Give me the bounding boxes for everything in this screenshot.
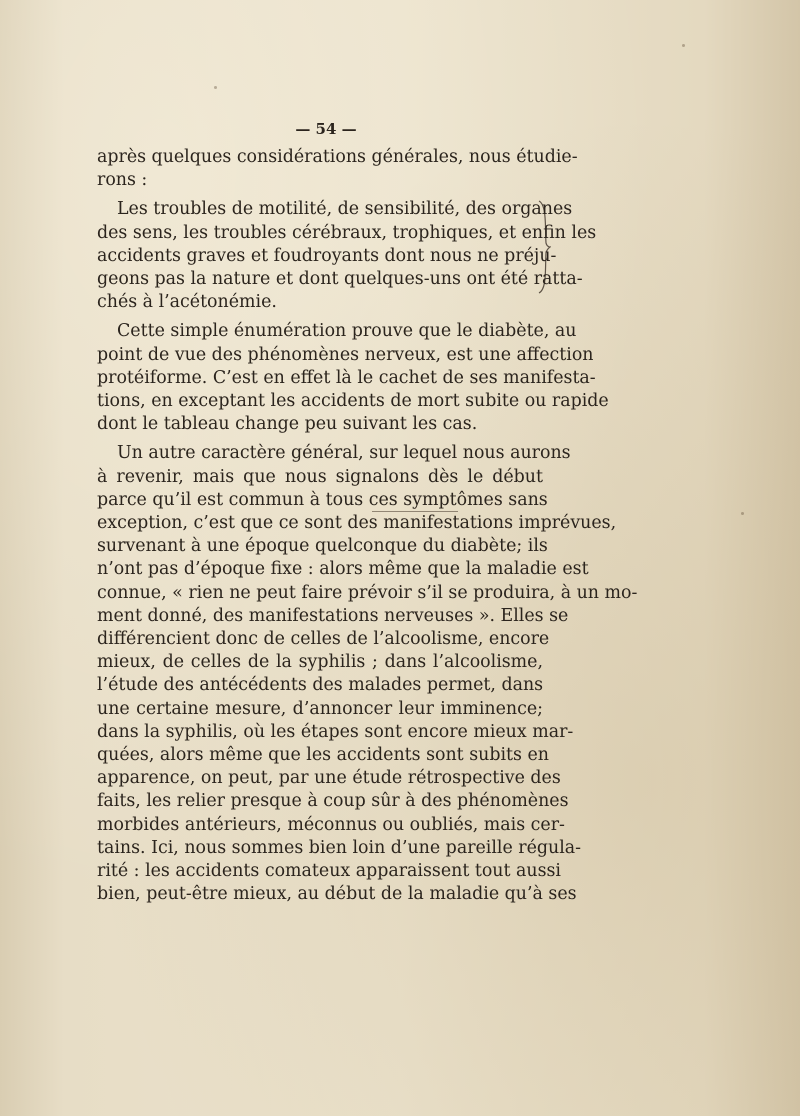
text-line: une certaine mesure, d’annoncer leur imminence;	[97, 698, 543, 719]
text-line: chés à l’acétonémie.	[97, 292, 277, 313]
text-line: différencient donc de celles de l’alcoolisme, encore	[97, 629, 550, 650]
text-line: quées, alors même que les accidents sont subits en	[97, 745, 549, 766]
text-line: après quelques considérations générales, nous étudie-	[97, 147, 578, 167]
text-line: rons :	[97, 170, 148, 191]
text-line: tains. Ici, nous sommes bien loin d’une pareille régula-	[97, 837, 582, 858]
text-line: geons pas la nature et dont quelques-uns ont été ratta-	[97, 269, 583, 290]
page-text	[97, 118, 638, 907]
text-line: Un autre caractère général, sur lequel nous aurons	[117, 443, 571, 464]
text-line: à revenir, mais que nous signalons dès le début	[97, 466, 543, 487]
text-line: survenant à une époque quelconque du diabète; ils	[97, 536, 548, 557]
text-line: Les troubles de motilité, de sensibilité, des organes	[117, 199, 573, 220]
text-line: bien, peut-être mieux, au début de la maladie qu’à ses	[97, 884, 577, 905]
text-line: mieux, de celles de la syphilis ; dans l’alcoolisme,	[97, 652, 543, 673]
text-line: dont le tableau change peu suivant les cas.	[97, 414, 478, 435]
page-number: — 54 —	[295, 120, 357, 138]
text-line: parce qu’il est commun à tous ces symptômes sans	[97, 489, 548, 510]
text-line: tions, en exceptant les accidents de mort subite ou rapide	[97, 391, 609, 412]
text-line: protéiforme. C’est en effet là le cachet de ses manifesta-	[97, 367, 596, 388]
text-line: dans la syphilis, où les étapes sont encore mieux mar-	[97, 721, 574, 742]
paper-spot	[214, 86, 217, 89]
text-line: Cette simple énumération prouve que le diabète, au	[117, 321, 577, 342]
text-line: ment donné, des manifestations nerveuses ». Elles se	[97, 605, 569, 626]
text-line: point de vue des phénomènes nerveux, est une affection	[97, 344, 594, 365]
text-line: rité : les accidents comateux apparaissent tout aussi	[97, 861, 561, 882]
text-line: connue, « rien ne peut faire prévoir s’il se produira, à un mo-	[97, 582, 638, 603]
paper-spot	[741, 512, 744, 515]
text-line: l’étude des antécédents des malades permet, dans	[97, 675, 544, 696]
text-line: des sens, les troubles cérébraux, trophiques, et enfin les	[97, 222, 597, 243]
text-line: exception, c’est que ce sont des manifestations imprévues,	[97, 513, 617, 534]
text-line: n’ont pas d’époque fixe : alors même que la maladie est	[97, 559, 589, 580]
text-line: morbides antérieurs, méconnus ou oubliés, mais cer-	[97, 814, 565, 835]
text-line: apparence, on peut, par une étude rétrospective des	[97, 768, 561, 789]
paper-spot	[682, 44, 685, 47]
text-line: faits, les relier presque à coup sûr à des phénomènes	[97, 791, 569, 812]
text-line: accidents graves et foudroyants dont nous ne préju-	[97, 245, 557, 266]
